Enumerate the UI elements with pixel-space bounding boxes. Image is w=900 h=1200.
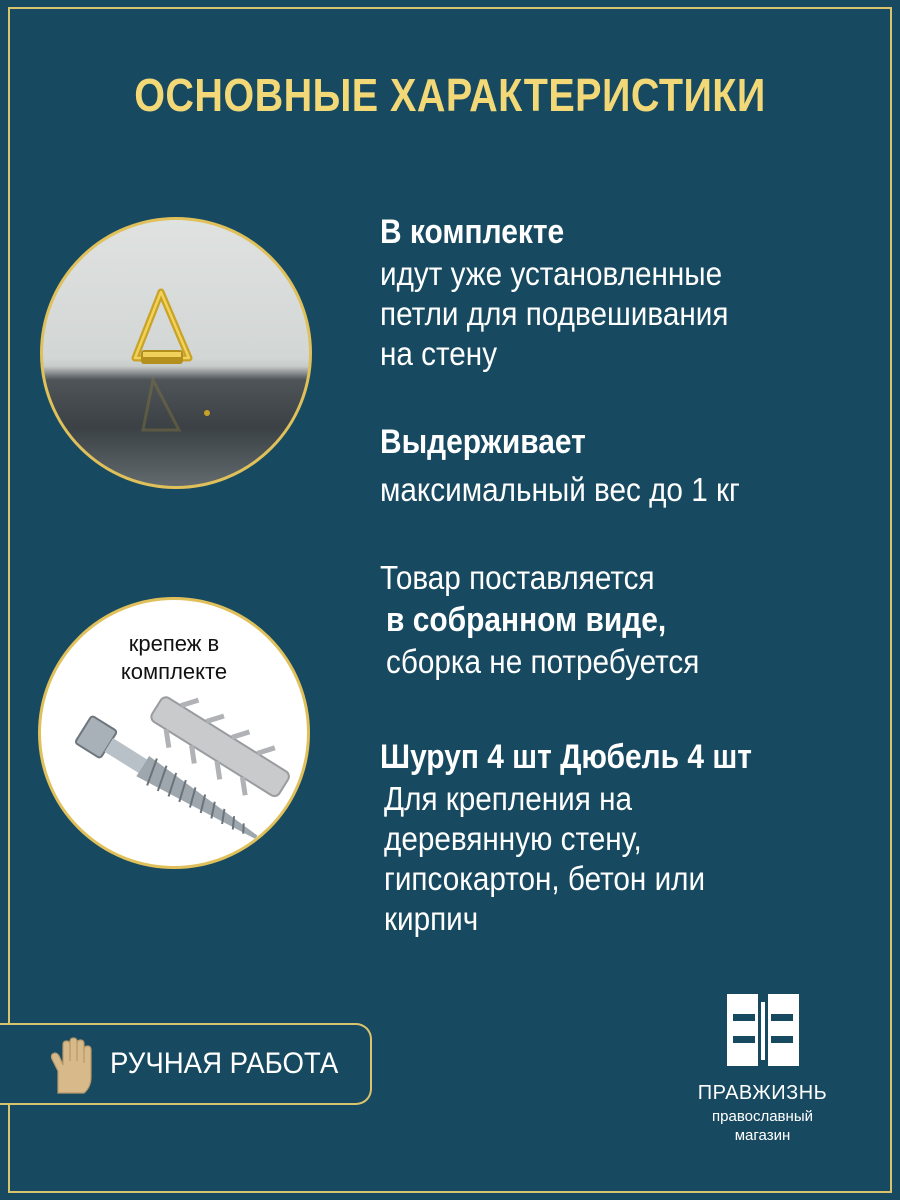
feature-weight-line: максимальный вес до 1 кг	[380, 471, 740, 508]
cross-logo-icon	[725, 992, 801, 1068]
feature-weight	[380, 420, 880, 510]
feature-fasteners-line: деревянную стену,	[384, 820, 642, 857]
feature-assembled-bold: в собранном виде,	[386, 601, 667, 639]
feature-assembled	[380, 558, 880, 682]
logo-name: ПРАВЖИЗНЬ	[697, 1082, 828, 1104]
feature-fasteners-line: гипсокартон, бетон или	[384, 860, 706, 897]
feature-kit-line: петли для подвешивания	[380, 295, 729, 332]
feature-fasteners-line: кирпич	[384, 900, 479, 937]
handmade-label: РУЧНАЯ РАБОТА	[110, 1047, 339, 1080]
feature-fasteners-line: Для крепления на	[384, 780, 632, 817]
feature-kit-line: идут уже установленные	[380, 255, 723, 292]
page-title: ОСНОВНЫЕ ХАРАКТЕРИСТИКИ	[134, 69, 766, 121]
fasteners-photo	[38, 597, 310, 869]
handmade-badge	[0, 1023, 372, 1105]
hand-icon	[48, 1037, 100, 1095]
feature-fasteners-heading: Шуруп 4 шт Дюбель 4 шт	[380, 738, 752, 776]
feature-weight-heading: Выдерживает	[380, 423, 586, 461]
fasteners-label-line1: крепеж в	[128, 631, 220, 656]
feature-kit	[380, 210, 880, 374]
screw-and-dowel-icon	[41, 600, 310, 869]
logo-subtitle-line2: магазин	[734, 1127, 791, 1144]
fasteners-label-line2: комплекте	[120, 659, 228, 684]
brand-logo	[680, 992, 845, 1143]
logo-subtitle-line1: православный	[712, 1108, 813, 1125]
feature-kit-line: на стену	[380, 335, 498, 372]
feature-kit-heading: В комплекте	[380, 213, 565, 251]
feature-fasteners	[380, 735, 880, 939]
feature-assembled-tail: сборка не потребуется	[386, 643, 700, 680]
hanger-photo	[40, 217, 312, 489]
triangle-hanger-icon	[43, 220, 312, 489]
feature-assembled-line: Товар поставляется	[380, 559, 655, 596]
